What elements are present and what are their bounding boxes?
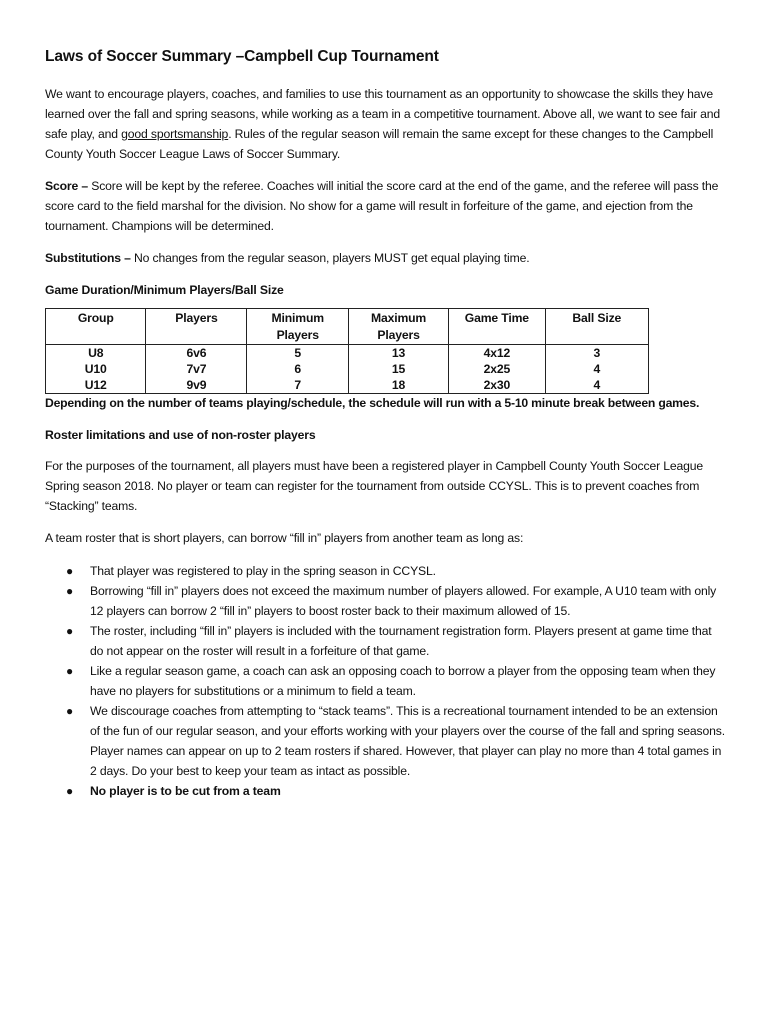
sportsmanship-text: good sportsmanship [121,127,229,141]
list-item-text: The roster, including “fill in” players is included with the tournament registration form. Players present at game time that do not appear on the roster will result in a forfeiture of that game. [90,624,712,658]
column-header: Game Time [449,309,546,345]
list-item [66,561,727,581]
list-item-text: That player was registered to play in the spring season in CCYSL. [90,564,436,578]
game-duration-table [45,308,649,394]
list-item [66,701,727,781]
roster-heading: Roster limitations and use of non-roster players [45,428,316,442]
intro-text: We want to encourage players, coaches, and families to use this tournament as an opportunity to showcase the skills they have learned over the fall and spring seasons, while working as a team in a competitive tournament. Above all, we want to see fair and safe play, and [45,87,721,141]
substitutions-text: No changes from the regular season, players MUST get equal playing time. [130,251,530,265]
table-cell: 5 [247,345,349,362]
column-header: Group [46,309,146,345]
substitutions-label: Substitutions – [45,251,131,265]
roster-paragraph-1: For the purposes of the tournament, all players must have been a registered player in Campbell County Youth Soccer League Spring season 2018. No player or team can register for the tournament from outside CCYSL. This is to prevent coaches from “Stacking” teams. [45,459,703,513]
table-cell: 7v7 [146,361,247,377]
bullet-icon: ● [66,664,74,678]
bullet-icon: ● [66,784,74,798]
bullet-icon: ● [66,624,74,638]
table-cell: 6 [247,361,349,377]
roster-paragraph-2: A team roster that is short players, can borrow “fill in” players from another team as long as: [45,531,524,545]
table-cell: U8 [46,345,146,362]
table-cell: 7 [247,377,349,394]
table-cell: 2x25 [449,361,546,377]
bullet-icon: ● [66,564,74,578]
table-cell: 3 [545,345,648,362]
list-item-text: Like a regular season game, a coach can ask an opposing coach to borrow a player from the opposing team when they have no players for substitutions or a minimum to field a team. [90,664,716,698]
table-cell: U12 [46,377,146,394]
table-cell: 15 [349,361,449,377]
table-cell: 9v9 [146,377,247,394]
score-text: Score will be kept by the referee. Coaches will initial the score card at the end of the game, and the referee will pass the score card to the field marshal for the division. No show for a game will result in forfeiture of the game, and ejection from the tournament. Champions will be determined. [45,179,719,233]
column-header: Players [146,309,247,345]
table-cell: 4 [545,361,648,377]
score-paragraph [45,176,727,236]
table-cell: 2x30 [449,377,546,394]
table-heading: Game Duration/Minimum Players/Ball Size [45,283,284,297]
table-row [46,377,649,394]
table-cell: 13 [349,345,449,362]
list-item-text: Borrowing “fill in” players does not exceed the maximum number of players allowed. For example, A U10 team with only 12 players can borrow 2 “fill in” players to boost roster back to their maximum allowed of 15. [90,584,717,618]
table-cell: 6v6 [146,345,247,362]
bullet-icon: ● [66,704,74,718]
table-row [46,345,649,362]
column-header: Minimum Players [247,309,349,345]
column-header: Maximum Players [349,309,449,345]
table-cell: U10 [46,361,146,377]
list-item [66,581,727,621]
table-row [46,361,649,377]
substitutions-paragraph [45,248,727,268]
score-label: Score – [45,179,88,193]
table-note: Depending on the number of teams playing/schedule, the schedule will run with a 5-10 minute break between games. [45,396,700,410]
list-item [66,621,727,661]
list-item-text: We discourage coaches from attempting to “stack teams”. This is a recreational tournament intended to be an extension of the fun of our regular season, and your efforts working with your players over the course of the fall and spring seasons. Player names can appear on up to 2 team rosters if shared. However, that player can play no more than 4 total games in 2 days. Do your best to keep your team as intact as possible. [90,704,725,778]
intro-paragraph [45,84,727,164]
page-title: Laws of Soccer Summary –Campbell Cup Tournament [45,48,439,65]
list-item-text: No player is to be cut from a team [90,784,281,798]
column-header: Ball Size [545,309,648,345]
roster-rules-list [45,561,727,801]
list-item [66,781,727,801]
table-cell: 18 [349,377,449,394]
table-cell: 4 [545,377,648,394]
table-cell: 4x12 [449,345,546,362]
list-item [66,661,727,701]
document-page [45,48,727,801]
bullet-icon: ● [66,584,74,598]
intro-text-end: . Rules of the regular season will remain the same except for these changes to the Campbell County Youth Soccer League Laws of Soccer Summary. [45,127,714,161]
table-header-row [46,309,649,345]
